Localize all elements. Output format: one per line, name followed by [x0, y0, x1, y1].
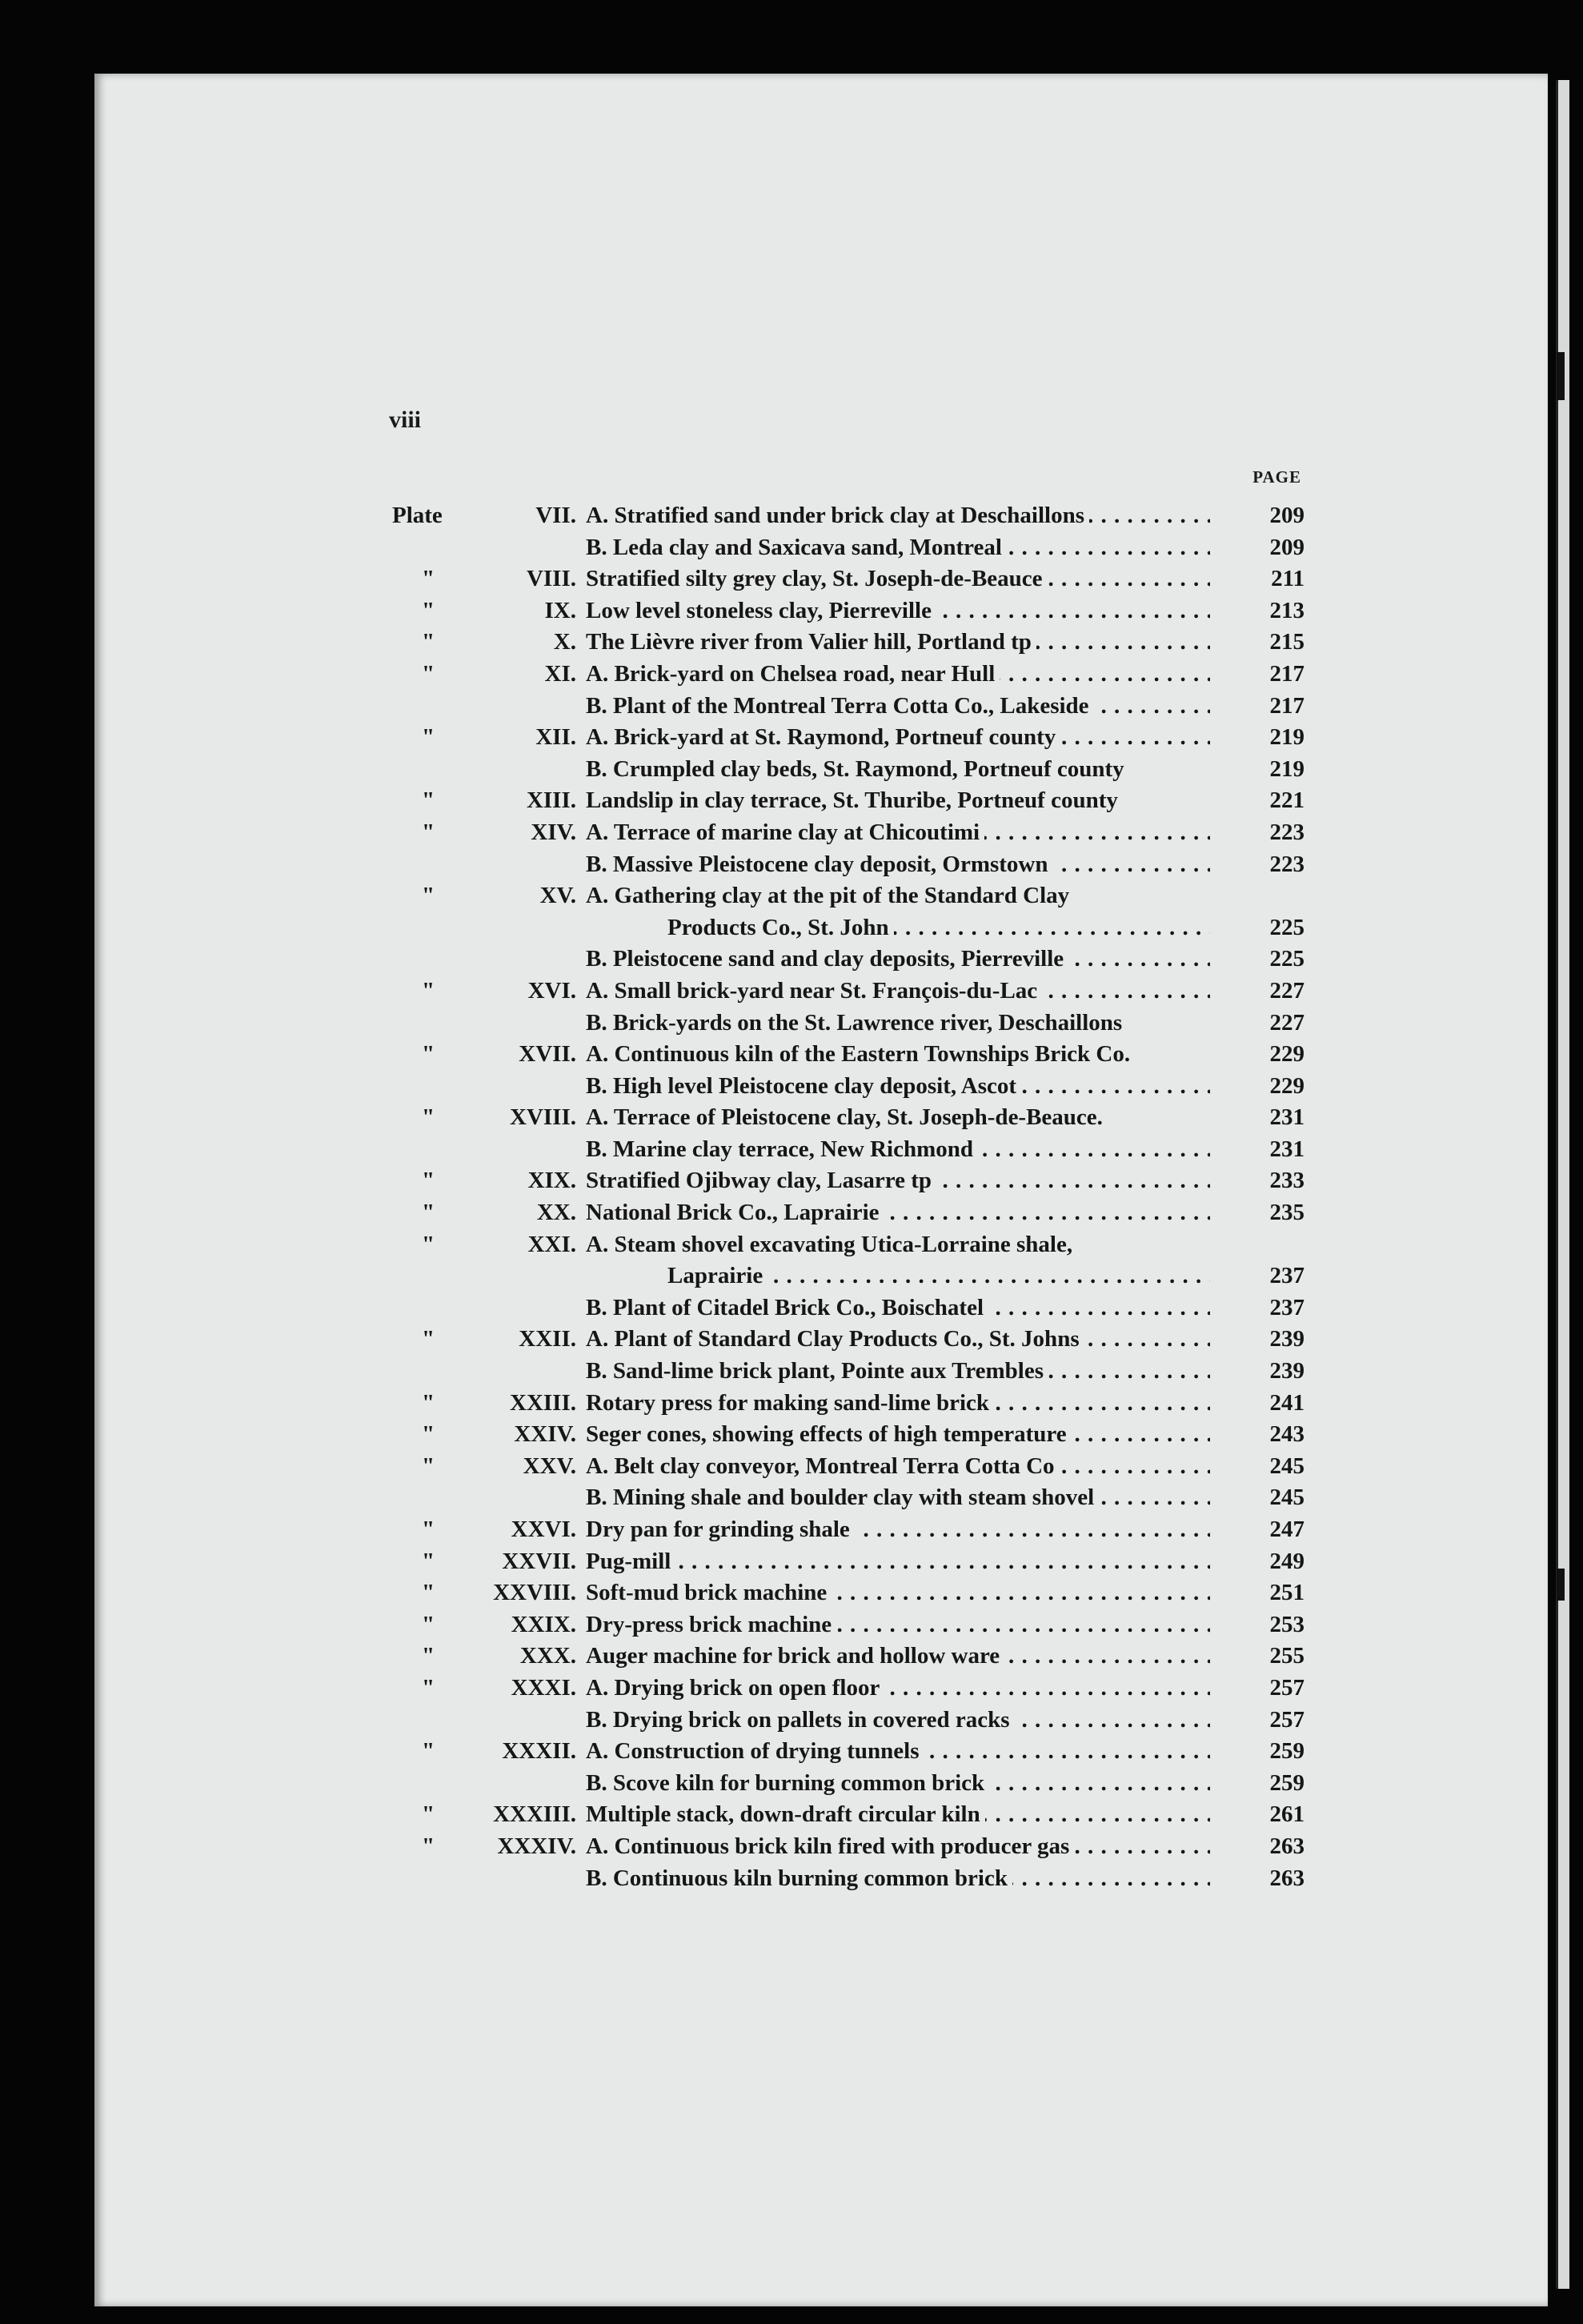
page-number: 209: [1269, 503, 1304, 528]
ditto-mark: ": [421, 1643, 435, 1669]
plate-caption: [667, 1263, 1210, 1289]
plate-number: VIII.: [526, 566, 576, 592]
plate-caption: [586, 503, 1210, 529]
toc-entry: [0, 566, 1583, 598]
plate-caption-text: A. Stratified sand under brick clay at Deschaillons: [586, 503, 1089, 528]
plate-caption: [667, 915, 1210, 941]
page-number: 255: [1269, 1643, 1304, 1669]
plate-caption-text: A. Terrace of Pleistocene clay, St. Joseph-de-Beauce.: [586, 1104, 1108, 1130]
toc-entry: [0, 1833, 1583, 1865]
plate-caption: [586, 1104, 1210, 1131]
page-number: 225: [1269, 946, 1304, 972]
ditto-mark: ": [421, 566, 435, 592]
plate-number: XXII.: [519, 1326, 576, 1352]
plate-number: XXIX.: [511, 1611, 576, 1637]
plate-caption-text: Multiple stack, down-draft circular kiln: [586, 1801, 985, 1827]
edge-mark: [1557, 352, 1565, 400]
toc-entry: [0, 1010, 1583, 1042]
page-number: 219: [1269, 755, 1304, 782]
plate-caption-text: B. Mining shale and boulder clay with steam shovel: [586, 1485, 1099, 1510]
plate-caption-text: Products Co., St. John: [667, 915, 894, 940]
toc-entry: [0, 1073, 1583, 1105]
plate-number: XI.: [544, 660, 576, 687]
plate-caption-text: Seger cones, showing effects of high temperature: [586, 1421, 1072, 1447]
plate-caption: [586, 598, 1210, 624]
plate-number: XXXIV.: [497, 1833, 576, 1859]
plate-caption: [586, 1675, 1210, 1701]
page-number: 227: [1269, 977, 1304, 1004]
toc-entry: [0, 1421, 1583, 1453]
toc-entry: [0, 535, 1583, 567]
plate-caption: [586, 661, 1210, 687]
ditto-mark: ": [421, 1611, 435, 1637]
plate-caption: [586, 946, 1210, 972]
plate-number: XXI.: [527, 1231, 576, 1257]
plate-caption-text: B. Continuous kiln burning common brick: [586, 1865, 1012, 1891]
plate-caption-text: Pug-mill: [586, 1549, 675, 1574]
toc-entry: [0, 629, 1583, 661]
ditto-mark: ": [421, 1801, 435, 1828]
plate-caption: [586, 1612, 1210, 1638]
page-number: 263: [1269, 1865, 1304, 1891]
plate-number: XXXII.: [502, 1738, 576, 1765]
plate-caption: [586, 1010, 1210, 1036]
page-number: 247: [1269, 1517, 1304, 1542]
plate-number: IX.: [544, 597, 576, 623]
page-number: 245: [1269, 1452, 1304, 1479]
plate-caption-text: A. Continuous brick kiln fired with producer gas: [586, 1833, 1074, 1859]
plate-list: [0, 503, 1583, 1897]
plate-caption-text: The Lièvre river from Valier hill, Portland tp: [586, 629, 1036, 655]
page-number: 217: [1269, 660, 1304, 687]
plate-number: XVIII.: [510, 1104, 576, 1131]
page-number: 229: [1269, 1072, 1304, 1099]
toc-entry: [0, 1295, 1583, 1327]
plate-caption: [586, 1580, 1210, 1606]
plate-caption-text: B. High level Pleistocene clay deposit, Ascot: [586, 1073, 1021, 1099]
plate-number: XVI.: [527, 977, 576, 1004]
plate-number: XV.: [539, 883, 576, 909]
ditto-mark: ": [421, 1674, 435, 1701]
ditto-mark: ": [421, 1326, 435, 1352]
toc-entry: [0, 1200, 1583, 1232]
plate-caption-text: A. Plant of Standard Clay Products Co., St. Johns: [586, 1326, 1084, 1352]
page-number: 259: [1269, 1738, 1304, 1765]
ditto-mark: ": [421, 1833, 435, 1859]
plate-caption: [586, 1738, 1210, 1765]
plate-caption-text: B. Leda clay and Saxicava sand, Montreal: [586, 535, 1007, 560]
plate-caption: [586, 1485, 1210, 1511]
plate-caption: [586, 1770, 1210, 1797]
plate-caption: [586, 629, 1210, 655]
plate-number: XXX.: [519, 1643, 576, 1669]
plate-caption-text: B. Crumpled clay beds, St. Raymond, Portneuf county: [586, 756, 1129, 782]
plate-number: XIV.: [531, 819, 576, 845]
ditto-mark: ": [421, 1452, 435, 1479]
page-number: 225: [1269, 914, 1304, 940]
toc-entry: [0, 978, 1583, 1010]
plate-caption-text: B. Marine clay terrace, New Richmond: [586, 1136, 978, 1162]
ditto-mark: ": [421, 1104, 435, 1131]
toc-entry: [0, 1168, 1583, 1200]
toc-entry: [0, 1865, 1583, 1897]
ditto-mark: ": [421, 1421, 435, 1448]
page-number: 259: [1269, 1769, 1304, 1796]
ditto-mark: ": [421, 1548, 435, 1574]
toc-entry: [0, 724, 1583, 756]
page-number: 223: [1269, 851, 1304, 877]
plate-number: XXVI.: [511, 1517, 576, 1542]
toc-entry: [0, 756, 1583, 788]
plate-number: XX.: [536, 1200, 576, 1226]
plate-caption-text: A. Brick-yard at St. Raymond, Portneuf county: [586, 724, 1060, 750]
folio: viii: [389, 407, 422, 433]
plate-caption-text: Dry pan for grinding shale: [586, 1517, 855, 1542]
plate-caption-text: B. Brick-yards on the St. Lawrence river, Deschaillons: [586, 1010, 1127, 1036]
plate-caption-text: B. Drying brick on pallets in covered racks: [586, 1707, 1015, 1733]
plate-caption-text: A. Small brick-yard near St. François-du-Lac: [586, 978, 1042, 1004]
ditto-mark: ": [421, 819, 435, 845]
plate-caption: [586, 566, 1210, 592]
ditto-mark: ": [421, 1231, 435, 1257]
plate-caption: [586, 819, 1210, 846]
plate-caption-text: B. Plant of the Montreal Terra Cotta Co., Lakeside: [586, 693, 1094, 719]
ditto-mark: ": [421, 724, 435, 751]
plate-caption-text: National Brick Co., Laprairie: [586, 1200, 884, 1225]
plate-caption: [586, 1643, 1210, 1669]
plate-number: XXVIII.: [493, 1580, 576, 1606]
page-number: 251: [1269, 1580, 1304, 1606]
toc-entry: [0, 1232, 1583, 1264]
plate-caption: [586, 1200, 1210, 1226]
page-number: 229: [1269, 1041, 1304, 1068]
ditto-mark: ": [421, 1041, 435, 1068]
page-number: 239: [1269, 1326, 1304, 1352]
plate-number: X.: [553, 629, 576, 655]
plate-caption: [586, 1073, 1210, 1100]
page-number: 257: [1269, 1706, 1304, 1733]
ditto-mark: ": [421, 597, 435, 623]
plate-caption: [586, 851, 1210, 878]
page-number: 235: [1269, 1200, 1304, 1226]
toc-entry: [0, 1675, 1583, 1707]
plate-caption-text: B. Massive Pleistocene clay deposit, Ormstown: [586, 851, 1053, 877]
toc-entry: [0, 1801, 1583, 1833]
plate-caption-text: B. Scove kiln for burning common brick: [586, 1770, 989, 1796]
plate-caption-text: A. Gathering clay at the pit of the Standard Clay: [586, 883, 1074, 908]
page-number: 243: [1269, 1421, 1304, 1448]
toc-entry: [0, 1643, 1583, 1675]
toc-entry: [0, 851, 1583, 884]
toc-entry: [0, 1580, 1583, 1612]
ditto-mark: ": [421, 660, 435, 687]
toc-entry: [0, 1612, 1583, 1644]
plate-caption-text: B. Plant of Citadel Brick Co., Boischatel: [586, 1295, 988, 1320]
toc-entry: [0, 1770, 1583, 1802]
plate-number: XVII.: [519, 1041, 576, 1068]
page-number: 213: [1269, 597, 1304, 623]
toc-entry: [0, 503, 1583, 535]
ditto-mark: ": [421, 1200, 435, 1226]
plate-caption-text: B. Sand-lime brick plant, Pointe aux Trembles: [586, 1358, 1048, 1384]
toc-entry: [0, 598, 1583, 630]
plate-number: XIX.: [527, 1168, 576, 1194]
plate-caption: [586, 787, 1210, 814]
plate-caption: [586, 1453, 1210, 1480]
toc-entry: [0, 661, 1583, 693]
plate-caption: [586, 1801, 1210, 1828]
toc-entry: [0, 1358, 1583, 1390]
plate-caption-text: A. Brick-yard on Chelsea road, near Hull: [586, 661, 1000, 687]
plate-caption-text: Stratified Ojibway clay, Lasarre tp: [586, 1168, 936, 1193]
plate-label: Plate: [392, 503, 443, 528]
toc-entry: [0, 1136, 1583, 1168]
page-number: 231: [1269, 1104, 1304, 1131]
plate-caption: [586, 1232, 1210, 1258]
toc-entry: [0, 1738, 1583, 1770]
plate-caption-text: A. Steam shovel excavating Utica-Lorraine shale,: [586, 1232, 1077, 1257]
page-number: 241: [1269, 1389, 1304, 1416]
plate-caption: [586, 724, 1210, 751]
page-number: 257: [1269, 1674, 1304, 1701]
ditto-mark: ": [421, 1517, 435, 1542]
plate-caption: [586, 1041, 1210, 1068]
page-number: 215: [1269, 629, 1304, 655]
ditto-mark: ": [421, 1168, 435, 1194]
toc-entry: [0, 1707, 1583, 1739]
plate-caption: [586, 693, 1210, 719]
plate-caption-text: A. Terrace of marine clay at Chicoutimi: [586, 819, 984, 845]
page-number: 223: [1269, 819, 1304, 845]
ditto-mark: ": [421, 977, 435, 1004]
plate-caption: [586, 1833, 1210, 1860]
page-number: 237: [1269, 1263, 1304, 1289]
plate-caption-text: A. Belt clay conveyor, Montreal Terra Cotta Co: [586, 1453, 1060, 1479]
plate-caption-text: A. Drying brick on open floor: [586, 1675, 884, 1701]
plate-caption: [586, 535, 1210, 561]
ditto-mark: ": [421, 787, 435, 814]
toc-entry: [0, 915, 1583, 947]
ditto-mark: ": [421, 883, 435, 909]
plate-number: XIII.: [526, 787, 576, 814]
plate-caption-text: A. Construction of drying tunnels: [586, 1738, 924, 1764]
toc-entry: [0, 1549, 1583, 1581]
plate-caption-text: Dry-press brick machine: [586, 1612, 836, 1637]
plate-number: XXXIII.: [493, 1801, 576, 1828]
toc-entry: [0, 1263, 1583, 1295]
page-number: 221: [1269, 787, 1304, 814]
page-number: 209: [1269, 534, 1304, 560]
plate-caption-text: Landslip in clay terrace, St. Thuribe, Portneuf county: [586, 787, 1123, 813]
plate-caption: [586, 883, 1210, 909]
page-number: 263: [1269, 1833, 1304, 1859]
page-number: 249: [1269, 1548, 1304, 1574]
plate-number: XXIV.: [514, 1421, 576, 1448]
page-number: 245: [1269, 1485, 1304, 1511]
plate-caption-text: Auger machine for brick and hollow ware: [586, 1643, 1004, 1669]
toc-entry: [0, 883, 1583, 915]
plate-number: XXXI.: [511, 1674, 576, 1701]
toc-entry: [0, 1041, 1583, 1073]
plate-caption: [586, 1326, 1210, 1352]
plate-caption-text: A. Continuous kiln of the Eastern Townships Brick Co.: [586, 1041, 1135, 1067]
plate-caption: [586, 1295, 1210, 1321]
plate-caption: [586, 1707, 1210, 1733]
page-number: 227: [1269, 1009, 1304, 1036]
plate-caption: [586, 1390, 1210, 1416]
ditto-mark: ": [421, 629, 435, 655]
plate-caption: [586, 1168, 1210, 1194]
plate-caption-text: Laprairie: [667, 1263, 767, 1288]
plate-number: XXV.: [523, 1452, 576, 1479]
page-number: 233: [1269, 1168, 1304, 1194]
ditto-mark: ": [421, 1738, 435, 1765]
toc-entry: [0, 1104, 1583, 1136]
toc-entry: [0, 1390, 1583, 1422]
plate-caption-text: Rotary press for making sand-lime brick: [586, 1390, 994, 1416]
page-number: 211: [1271, 566, 1304, 592]
page-number: 217: [1269, 692, 1304, 719]
plate-caption: [586, 1549, 1210, 1575]
plate-caption: [586, 1136, 1210, 1163]
toc-entry: [0, 693, 1583, 725]
page-number: 237: [1269, 1294, 1304, 1320]
plate-caption: [586, 978, 1210, 1004]
toc-entry: [0, 1485, 1583, 1517]
plate-caption: [586, 1865, 1210, 1892]
plate-caption-text: Low level stoneless clay, Pierreville: [586, 598, 936, 623]
plate-number: XXIII.: [510, 1389, 576, 1416]
toc-entry: [0, 1453, 1583, 1485]
page-number: 261: [1269, 1801, 1304, 1828]
plate-caption: [586, 1358, 1210, 1384]
plate-caption-text: Stratified silty grey clay, St. Joseph-de-Beauce: [586, 566, 1048, 591]
page-number: 253: [1269, 1611, 1304, 1637]
toc-entry: [0, 1326, 1583, 1358]
toc-entry: [0, 787, 1583, 819]
plate-number: XII.: [535, 724, 576, 751]
plate-caption-text: B. Pleistocene sand and clay deposits, Pierreville: [586, 946, 1068, 972]
plate-number: XXVII.: [502, 1548, 576, 1574]
toc-entry: [0, 1517, 1583, 1549]
ditto-mark: ": [421, 1580, 435, 1606]
ditto-mark: ": [421, 1389, 435, 1416]
page-number: 219: [1269, 724, 1304, 751]
page-number: 231: [1269, 1136, 1304, 1162]
plate-number: VII.: [535, 503, 576, 528]
plate-caption: [586, 1421, 1210, 1448]
toc-entry: [0, 946, 1583, 978]
page-number: 239: [1269, 1358, 1304, 1384]
plate-caption: [586, 1517, 1210, 1543]
page-column-heading: PAGE: [1252, 467, 1301, 487]
plate-caption-text: Soft-mud brick machine: [586, 1580, 832, 1605]
toc-entry: [0, 819, 1583, 851]
plate-caption: [586, 756, 1210, 783]
